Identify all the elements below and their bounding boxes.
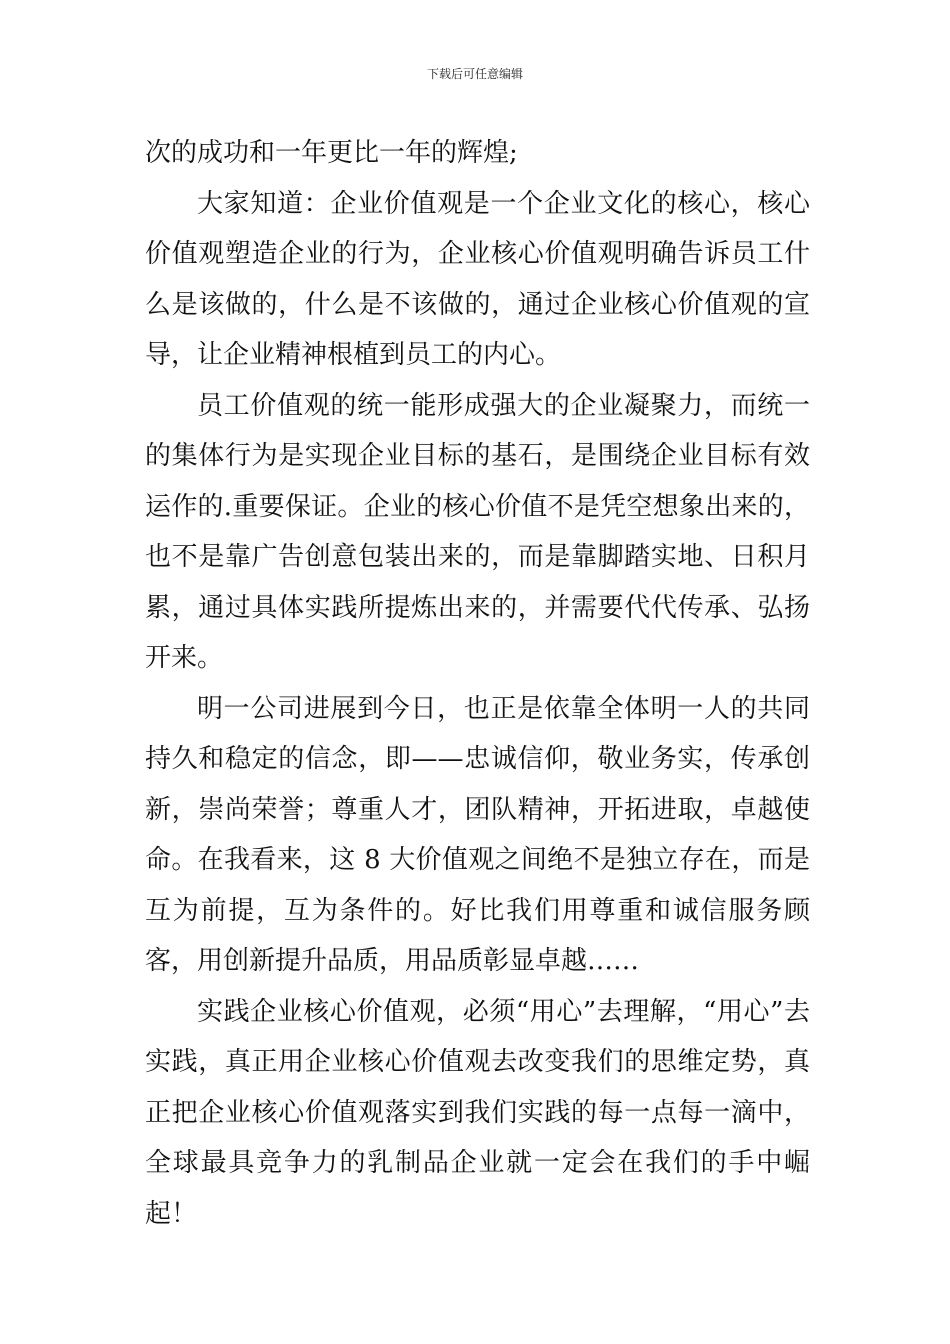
document-body [145,128,810,1239]
paragraph-2: 大家知道：企业价值观是一个企业文化的核心，核心价值观塑造企业的行为，企业核心价值观明确告诉员工什么是该做的，什么是不该做的，通过企业核心价值观的宣导，让企业精神根植到员工的内心。 [145,188,810,370]
paragraph-4: 明一公司进展到今日，也正是依靠全体明一人的共同持久和稳定的信念，即——忠诚信仰，敬业务实，传承创新，崇尚荣誉；尊重人才，团队精神，开拓进取，卓越使命。在我看来，这 8 大价值观之间绝不是独立存在，而是互为前提，互为条件的。好比我们用尊重和诚信服务顾客，用创新提升品质，用品质彰显卓越…… [145,693,810,976]
paragraph-3: 员工价值观的统一能形成强大的企业凝聚力，而统一的集体行为是实现企业目标的基石，是围绕企业目标有效运作的.重要保证。企业的核心价值不是凭空想象出来的，也不是靠广告创意包装出来的，而是靠脚踏实地、日积月累，通过具体实践所提炼出来的，并需要代代传承、弘扬开来。 [145,390,810,673]
paragraph-1: 次的成功和一年更比一年的辉煌; [145,138,518,168]
page-header: 下载后可任意编辑 [426,67,523,81]
paragraph-5: 实践企业核心价值观，必须“用心”去理解，“用心”去实践，真正用企业核心价值观去改变我们的思维定势，真正把企业核心价值观落实到我们实践的每一点每一滴中，全球最具竞争力的乳制品企业就一定会在我们的手中崛起！ [145,996,810,1229]
